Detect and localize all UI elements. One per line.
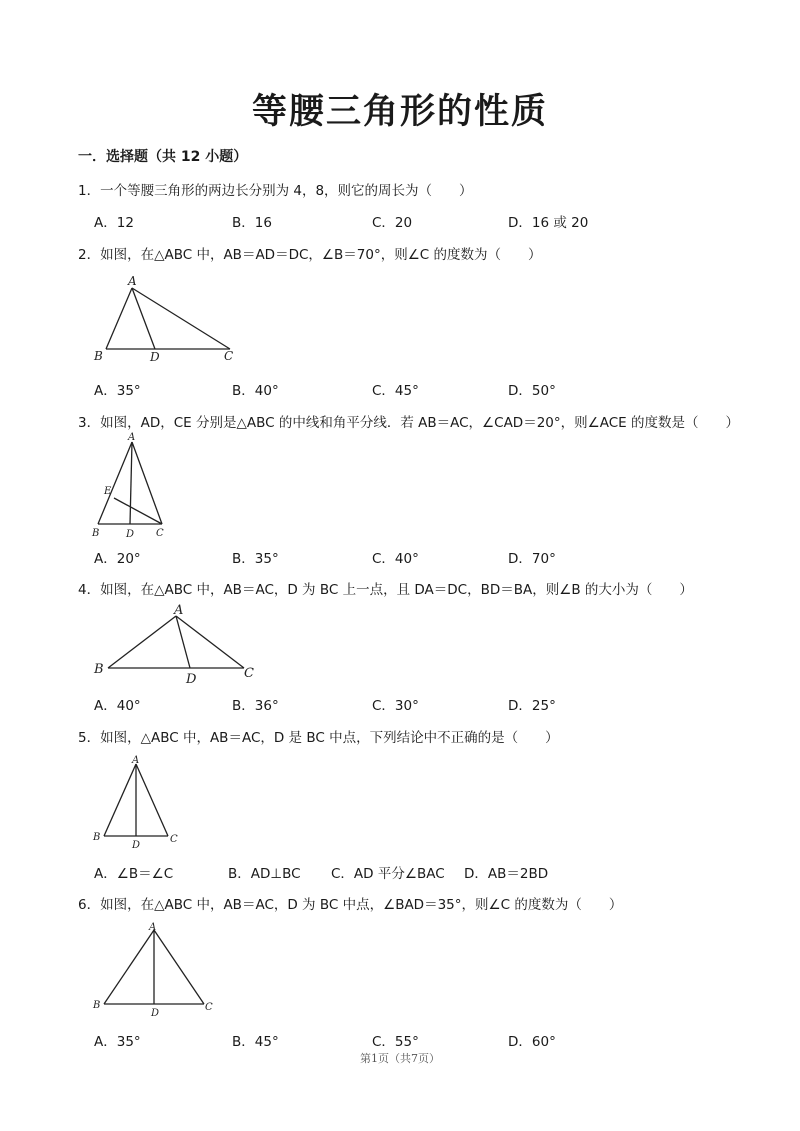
question-6-option-b[interactable]: B．45° (232, 1034, 279, 1050)
question-3-stem: 3．如图，AD，CE 分别是△ABC 的中线和角平分线．若 AB＝AC，∠CAD＝20°，则∠ACE 的度数是（ ） (78, 415, 739, 431)
question-3-option-d[interactable]: D．70° (508, 551, 556, 567)
label-e: E (104, 486, 112, 497)
label-b: B (92, 528, 100, 539)
label-c: C (244, 666, 254, 681)
label-c: C (170, 834, 178, 845)
question-6-option-d[interactable]: D．60° (508, 1034, 556, 1050)
question-1-option-b[interactable]: B．16 (232, 215, 272, 231)
segment-ce (114, 498, 162, 524)
label-b: B (93, 832, 101, 843)
label-b: B (94, 349, 103, 363)
question-2-option-a[interactable]: A．35° (94, 383, 141, 399)
segment-ab (104, 764, 136, 836)
page-title: 等腰三角形的性质 (251, 92, 548, 132)
label-d: D (132, 840, 141, 851)
question-4-option-a[interactable]: A．40° (94, 698, 141, 714)
question-3-option-b[interactable]: B．35° (232, 551, 279, 567)
label-c: C (156, 528, 164, 539)
segment-ac (176, 616, 244, 668)
question-4-stem: 4．如图，在△ABC 中，AB＝AC，D 为 BC 上一点，且 DA＝DC，BD＝BA，则∠B 的大小为（ ） (78, 582, 693, 598)
question-3-option-a[interactable]: A．20° (94, 551, 141, 567)
question-5-option-c[interactable]: C．AD 平分∠BAC (331, 866, 445, 882)
segment-ac (136, 764, 168, 836)
label-a: A (174, 603, 184, 618)
label-a: A (128, 274, 137, 288)
question-4-option-b[interactable]: B．36° (232, 698, 279, 714)
question-5-stem: 5．如图，△ABC 中，AB＝AC，D 是 BC 中点，下列结论中不正确的是（ ） (78, 730, 559, 746)
label-a: A (132, 755, 140, 766)
question-2-option-c[interactable]: C．45° (372, 383, 419, 399)
question-6-option-a[interactable]: A．35° (94, 1034, 141, 1050)
label-a: A (149, 922, 157, 933)
label-a: A (128, 432, 136, 443)
label-d: D (150, 350, 160, 364)
question-4-figure (90, 600, 270, 690)
label-d: D (151, 1008, 160, 1019)
question-6-option-c[interactable]: C．55° (372, 1034, 419, 1050)
question-5-option-d[interactable]: D．AB＝2BD (464, 866, 549, 882)
section-heading: 一．选择题（共 12 小题） (78, 149, 248, 165)
page-footer: 第1页（共7页） (360, 1052, 440, 1065)
segment-ad (130, 442, 132, 524)
question-6-figure (90, 918, 230, 1018)
segment-ab (106, 288, 132, 349)
question-3-option-c[interactable]: C．40° (372, 551, 419, 567)
segment-ab (98, 442, 132, 524)
label-d: D (126, 529, 135, 540)
segment-ac (132, 442, 162, 524)
segment-ab (104, 930, 154, 1004)
question-2-figure (90, 272, 250, 372)
question-2-option-d[interactable]: D．50° (508, 383, 556, 399)
question-4-option-d[interactable]: D．25° (508, 698, 556, 714)
question-1-option-c[interactable]: C．20 (372, 215, 413, 231)
question-5-option-b[interactable]: B．AD⊥BC (228, 866, 301, 882)
question-6-stem: 6．如图，在△ABC 中，AB＝AC，D 为 BC 中点，∠BAD＝35°，则∠C 的度数为（ ） (78, 897, 623, 913)
segment-ac (132, 288, 230, 349)
question-1-stem: 1．一个等腰三角形的两边长分别为 4，8，则它的周长为（ ） (78, 183, 473, 199)
question-5-figure (90, 752, 190, 852)
segment-ac (154, 930, 204, 1004)
question-1-option-d[interactable]: D．16 或 20 (508, 215, 589, 231)
label-d: D (186, 672, 197, 687)
question-2-option-b[interactable]: B．40° (232, 383, 279, 399)
segment-ad (176, 616, 190, 668)
label-c: C (205, 1002, 213, 1013)
segment-ad (132, 288, 155, 349)
question-3-figure (90, 430, 180, 540)
label-c: C (224, 349, 234, 363)
question-2-stem: 2．如图，在△ABC 中，AB＝AD＝DC，∠B＝70°，则∠C 的度数为（ ） (78, 247, 542, 263)
label-b: B (93, 1000, 101, 1011)
question-4-option-c[interactable]: C．30° (372, 698, 419, 714)
segment-ab (108, 616, 176, 668)
question-5-option-a[interactable]: A．∠B＝∠C (94, 866, 174, 882)
label-b: B (94, 662, 104, 677)
question-1-option-a[interactable]: A．12 (94, 215, 134, 231)
